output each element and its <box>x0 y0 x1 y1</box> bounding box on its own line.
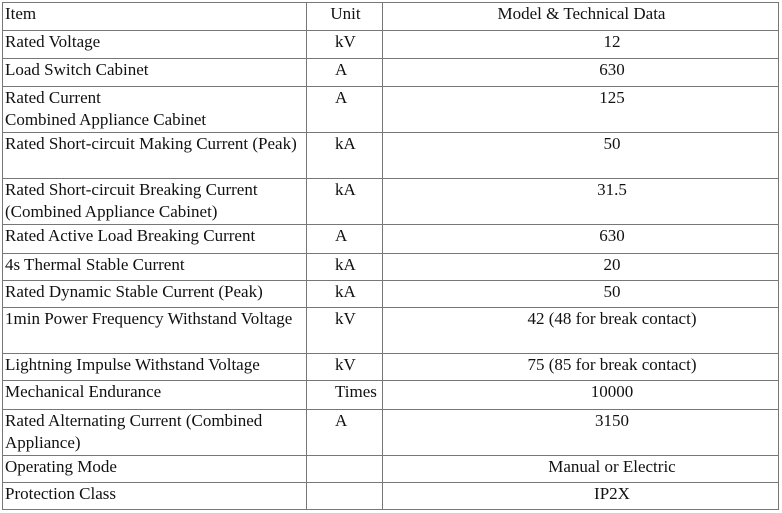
table-row <box>3 31 779 59</box>
unit-cell <box>307 483 383 510</box>
data-cell: 630 <box>383 59 779 87</box>
specification-table-container <box>2 2 778 509</box>
unit-cell: kA <box>307 133 383 179</box>
data-cell: 12 <box>383 31 779 59</box>
item-cell: Protection Class <box>3 483 307 510</box>
table-row <box>3 281 779 308</box>
table-row <box>3 254 779 281</box>
item-cell: Rated Dynamic Stable Current (Peak) <box>3 281 307 308</box>
data-cell: 50 <box>383 133 779 179</box>
data-cell: 50 <box>383 281 779 308</box>
item-cell: 4s Thermal Stable Current <box>3 254 307 281</box>
data-cell: 10000 <box>383 381 779 410</box>
data-cell: 20 <box>383 254 779 281</box>
table-row <box>3 179 779 225</box>
item-cell: Rated Active Load Breaking Current <box>3 225 307 254</box>
item-cell: Rated Voltage <box>3 31 307 59</box>
item-cell: Mechanical Endurance <box>3 381 307 410</box>
unit-cell: kA <box>307 254 383 281</box>
table-row <box>3 225 779 254</box>
header-unit: Unit <box>307 3 383 31</box>
table-row <box>3 381 779 410</box>
table-row <box>3 308 779 354</box>
unit-cell: Times <box>307 381 383 410</box>
table-row <box>3 354 779 381</box>
unit-cell: A <box>307 87 383 133</box>
item-cell: Operating Mode <box>3 456 307 483</box>
unit-cell: kA <box>307 281 383 308</box>
item-cell: Load Switch Cabinet <box>3 59 307 87</box>
header-technical-data: Model & Technical Data <box>383 3 779 31</box>
data-cell: 31.5 <box>383 179 779 225</box>
unit-cell: kV <box>307 354 383 381</box>
table-header-row <box>3 3 779 31</box>
table-row <box>3 483 779 510</box>
data-cell: 125 <box>383 87 779 133</box>
unit-cell: kV <box>307 31 383 59</box>
unit-cell: kV <box>307 308 383 354</box>
table-row <box>3 410 779 456</box>
item-cell: Rated Short-circuit Breaking Current (Combined Appliance Cabinet) <box>3 179 307 225</box>
unit-cell: A <box>307 59 383 87</box>
header-item: Item <box>3 3 307 31</box>
technical-data-table <box>2 2 779 510</box>
data-cell: 75 (85 for break contact) <box>383 354 779 381</box>
item-cell: Rated Short-circuit Making Current (Peak) <box>3 133 307 179</box>
table-row <box>3 59 779 87</box>
unit-cell: kA <box>307 179 383 225</box>
data-cell: Manual or Electric <box>383 456 779 483</box>
data-cell: IP2X <box>383 483 779 510</box>
data-cell: 42 (48 for break contact) <box>383 308 779 354</box>
unit-cell: A <box>307 225 383 254</box>
unit-cell: A <box>307 410 383 456</box>
unit-cell <box>307 456 383 483</box>
item-cell: Rated Alternating Current (Combined Appliance) <box>3 410 307 456</box>
data-cell: 630 <box>383 225 779 254</box>
table-row <box>3 456 779 483</box>
item-cell: Lightning Impulse Withstand Voltage <box>3 354 307 381</box>
item-cell: 1min Power Frequency Withstand Voltage <box>3 308 307 354</box>
data-cell: 3150 <box>383 410 779 456</box>
item-cell: Rated Current Combined Appliance Cabinet <box>3 87 307 133</box>
table-row <box>3 87 779 133</box>
table-row <box>3 133 779 179</box>
